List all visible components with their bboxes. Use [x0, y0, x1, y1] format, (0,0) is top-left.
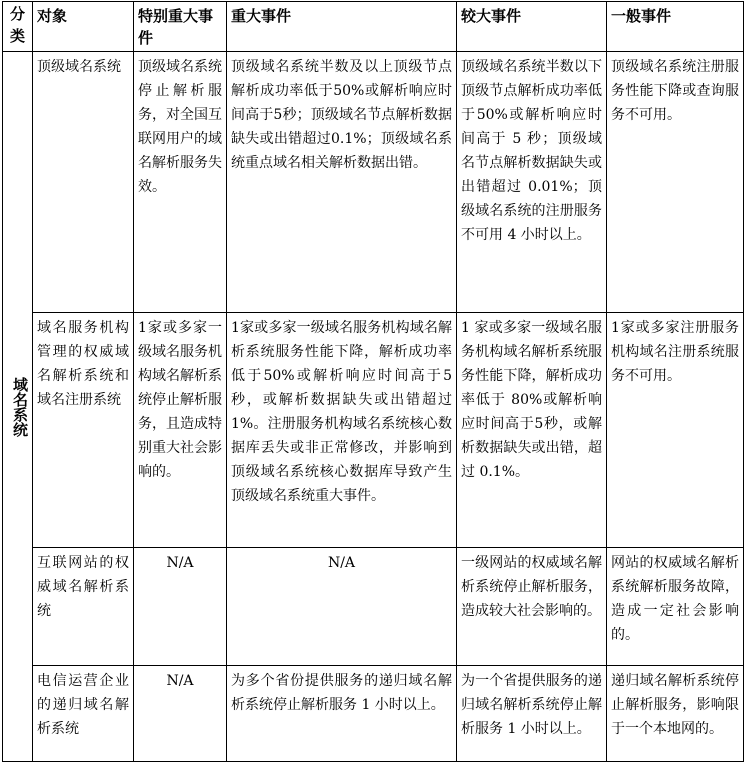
category-label: 域名系统: [3, 52, 33, 762]
cell-major: 为多个省份提供服务的递归域名解析系统停止解析服务 1 小时以上。: [227, 666, 457, 762]
cell-especially-major: 顶级域名系统停止解析服务，对全国互联网用户的域名解析服务失效。: [134, 52, 227, 313]
header-object: 对象: [33, 2, 134, 52]
cell-general: 顶级域名系统注册服务性能下降或查询服务不可用。: [607, 52, 744, 313]
cell-major: N/A: [227, 548, 457, 666]
cell-object: 互联网站的权威域名解析系统: [33, 548, 134, 666]
header-especially-major: 特别重大事件: [134, 2, 227, 52]
header-row: [3, 2, 744, 52]
cell-especially-major: N/A: [134, 666, 227, 762]
header-large: 较大事件: [457, 2, 607, 52]
table-row: [3, 313, 744, 548]
cell-general: 递归域名解析系统停止解析服务，影响限于一个本地网的。: [607, 666, 744, 762]
incident-classification-table: [2, 1, 744, 762]
cell-large: 1 家或多家一级域名服务机构域名解析系统服务性能下降，解析成功率低于 80%或解析响应时间高于5秒，或解析数据缺失或出错，超过 0.1%。: [457, 313, 607, 548]
cell-large: 顶级域名系统半数以下顶级节点解析成功率低于50%或解析响应时间高于 5 秒；顶级域名节点解析数据缺失或出错超过 0.01%；顶级域名系统的注册服务不可用 4 小时以上。: [457, 52, 607, 313]
cell-major: 顶级域名系统半数及以上顶级节点解析成功率低于50%或解析响应时间高于5秒；顶级域名节点解析数据缺失或出错超过0.1%；顶级域名系统重点域名相关解析数据出错。: [227, 52, 457, 313]
cell-object: 域名服务机构管理的权威域名解析系统和域名注册系统: [33, 313, 134, 548]
cell-especially-major: 1家或多家一级域名服务机构域名解析系统停止解析服务，且造成特别重大社会影响的。: [134, 313, 227, 548]
table-row: [3, 666, 744, 762]
cell-large: 一级网站的权威域名解析系统停止解析服务，造成较大社会影响的。: [457, 548, 607, 666]
cell-object: 电信运营企业的递归域名解析系统: [33, 666, 134, 762]
cell-major: 1家或多家一级域名服务机构域名解析系统服务性能下降，解析成功率低于50%或解析响应时间高于5秒，或解析数据缺失或出错超过1%。注册服务机构域名系统核心数据库丢失或非正常修改，并影响到顶级域名系统核心数据库导致产生顶级域名系统重大事件。: [227, 313, 457, 548]
cell-general: 1家或多家注册服务机构域名注册系统服务不可用。: [607, 313, 744, 548]
table-row: [3, 52, 744, 313]
header-general: 一般事件: [607, 2, 744, 52]
table-row: [3, 548, 744, 666]
header-category: 分类: [3, 2, 33, 52]
header-major: 重大事件: [227, 2, 457, 52]
cell-general: 网站的权威域名解析系统解析服务故障，造成一定社会影响的。: [607, 548, 744, 666]
cell-large: 为一个省提供服务的递归域名解析系统停止解析服务 1 小时以上。: [457, 666, 607, 762]
cell-object: 顶级域名系统: [33, 52, 134, 313]
cell-especially-major: N/A: [134, 548, 227, 666]
